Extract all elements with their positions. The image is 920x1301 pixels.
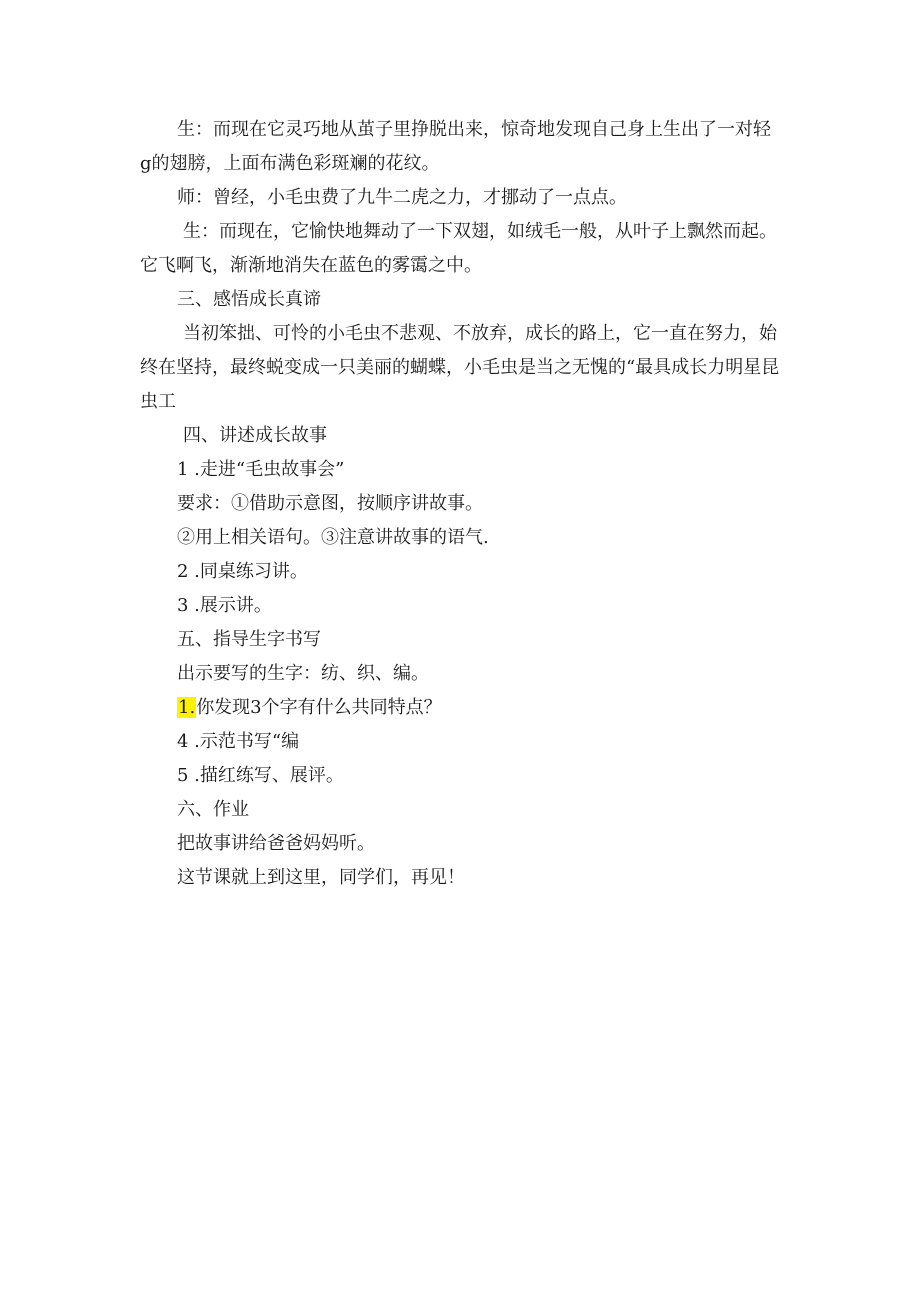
section-heading-5: 五、指导生字书写: [177, 629, 321, 650]
characters-line: 出示要写的生字：纺、织、编。: [177, 663, 429, 684]
question-line: [140, 691, 780, 725]
paragraph-student-1: 生：而现在它灵巧地从茧子里挣脱出来，惊奇地发现自己身上生出了一对轻g的翅膀，上面布满色彩斑斓的花纹。: [140, 119, 771, 174]
section-heading-3: 三、感悟成长真谛: [177, 289, 321, 310]
document-body: [140, 113, 780, 895]
requirement-line-1: 要求：①借助示意图，按顺序讲故事。: [177, 493, 483, 514]
section-heading-6: 六、作业: [177, 799, 249, 820]
paragraph-teacher: 师：曾经，小毛虫费了九牛二虎之力，才挪动了一点点。: [177, 187, 627, 208]
homework-line: 把故事讲给爸爸妈妈听。: [177, 833, 375, 854]
list-item-3: 3 .展示讲。: [177, 595, 272, 616]
list-item-1: 1 .走进“毛虫故事会”: [177, 459, 345, 480]
list-item-5: 5 .描红练写、展评。: [177, 765, 344, 786]
requirement-line-2: ②用上相关语句。③注意讲故事的语气.: [177, 527, 489, 548]
paragraph-summary: 当初笨拙、可怜的小毛虫不悲观、不放弃，成长的路上，它一直在努力，始终在坚持，最终蜕变成一只美丽的蝴蝶，小毛虫是当之无愧的“最具成长力明星昆虫工: [140, 323, 780, 412]
list-item-4: 4 .示范书写“编: [177, 731, 300, 752]
paragraph-student-2: 生：而现在，它愉快地舞动了一下双翅，如绒毛一般，从叶子上飘然而起。它飞啊飞，渐渐地消失在蓝色的雾霭之中。: [140, 221, 777, 276]
highlighted-number: 1.: [178, 697, 196, 718]
closing-line: 这节课就上到这里，同学们，再见！: [177, 867, 465, 888]
list-item-2: 2 .同桌练习讲。: [177, 561, 308, 582]
question-text: 你发现3个字有什么共同特点？: [196, 697, 442, 718]
section-heading-4: 四、讲述成长故事: [183, 425, 327, 446]
